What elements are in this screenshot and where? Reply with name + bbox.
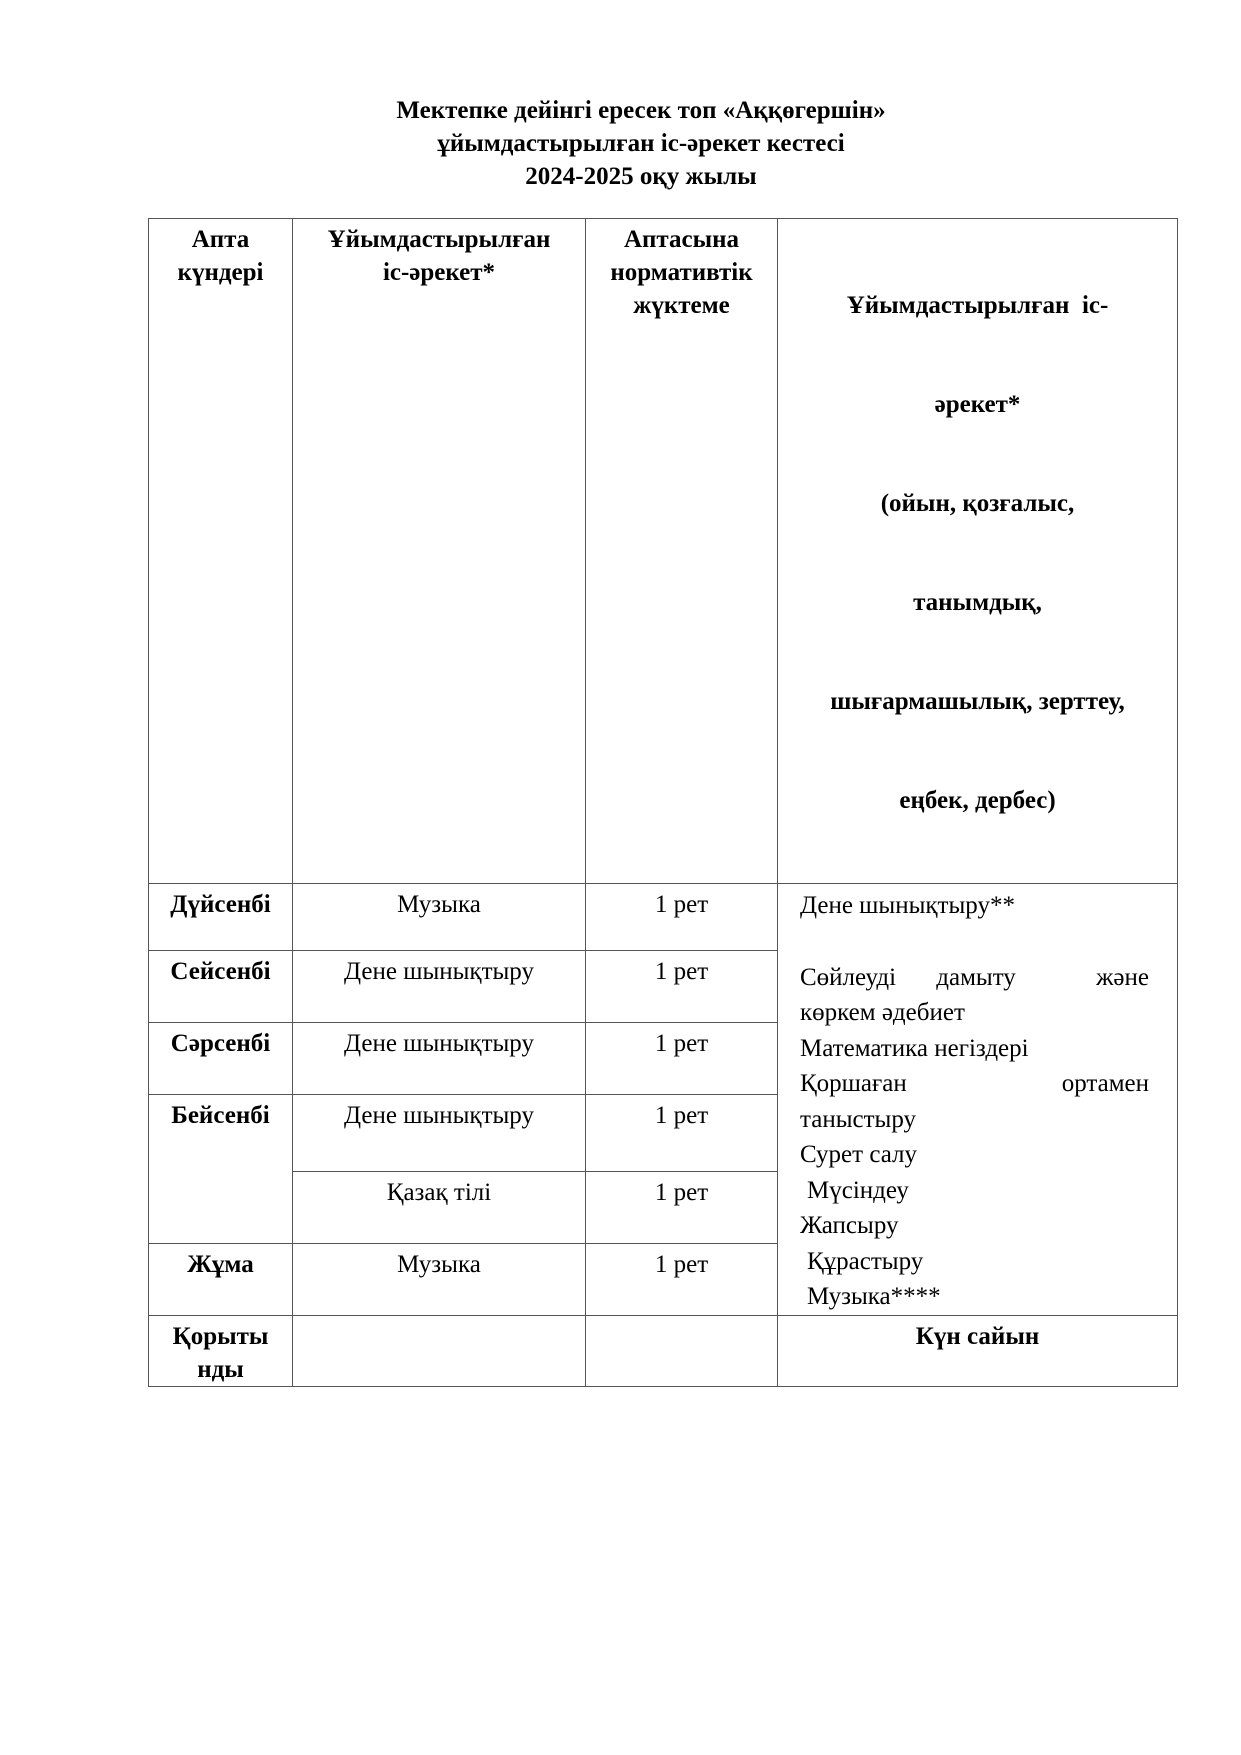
table-row (149, 884, 1178, 951)
header-days: Апта күндері (149, 219, 293, 884)
table-header-row (149, 219, 1178, 884)
document-title (0, 94, 1241, 193)
day-cell: Дүйсенбі (149, 884, 293, 951)
header-weekly-load: Аптасына нормативтік жүктеме (586, 219, 778, 884)
table-row-total (149, 1315, 1178, 1386)
free-activity-item: Құрастыру (807, 1247, 924, 1275)
day-cell: Бейсенбі (149, 1095, 293, 1244)
total-load-cell (586, 1315, 778, 1386)
daily-cell: Күн сайын (778, 1315, 1178, 1386)
load-cell: 1 рет (586, 1023, 778, 1095)
title-line-3: 2024-2025 оқу жылы (525, 163, 757, 190)
header-free-activity: Ұйымдастырылған іс- әрекет* (ойын, қозғалыс, танымдық, шығармашылық, зерттеу, еңбек, дербес) (778, 219, 1178, 884)
free-activity-item: Музыка**** (807, 1283, 941, 1310)
free-activity-item: Қоршаған ортамен (800, 1070, 1149, 1097)
day-cell: Жұма (149, 1243, 293, 1315)
activity-cell: Қазақ тілі (293, 1171, 586, 1243)
free-activities-cell (778, 884, 1178, 1316)
load-cell: 1 рет (586, 951, 778, 1023)
header-activity: Ұйымдастырылған іс-әрекет* (293, 219, 586, 884)
day-cell: Сәрсенбі (149, 1023, 293, 1095)
free-activity-item: көркем әдебиет (800, 999, 965, 1026)
total-activity-cell (293, 1315, 586, 1386)
load-cell: 1 рет (586, 884, 778, 951)
load-cell: 1 рет (586, 1171, 778, 1243)
free-activity-item: Математика негіздері (800, 1034, 1029, 1062)
free-activity-item: таныстыру (800, 1105, 916, 1133)
activity-cell: Музыка (293, 1243, 586, 1315)
title-line-2: ұйымдастырылған іс-әрекет кестесі (437, 130, 845, 157)
activity-cell: Музыка (293, 884, 586, 951)
free-activity-item: Сөйлеуді дамыту және (800, 963, 1149, 991)
load-cell: 1 рет (586, 1243, 778, 1315)
total-label-cell: Қорыты нды (149, 1315, 293, 1386)
free-activity-item: Мүсіндеу (807, 1176, 909, 1204)
load-cell: 1 рет (586, 1095, 778, 1172)
activity-cell: Дене шынықтыру (293, 951, 586, 1023)
free-activity-item: Жапсыру (800, 1212, 899, 1239)
schedule-table (148, 218, 1178, 1387)
activity-cell: Дене шынықтыру (293, 1023, 586, 1095)
free-activity-item: Дене шынықтыру** (800, 892, 1015, 919)
title-line-1: Мектепке дейінгі ересек топ «Аққөгершін» (396, 97, 886, 124)
day-cell: Сейсенбі (149, 951, 293, 1023)
activity-cell: Дене шынықтыру (293, 1095, 586, 1172)
free-activity-item: Сурет салу (800, 1141, 918, 1168)
